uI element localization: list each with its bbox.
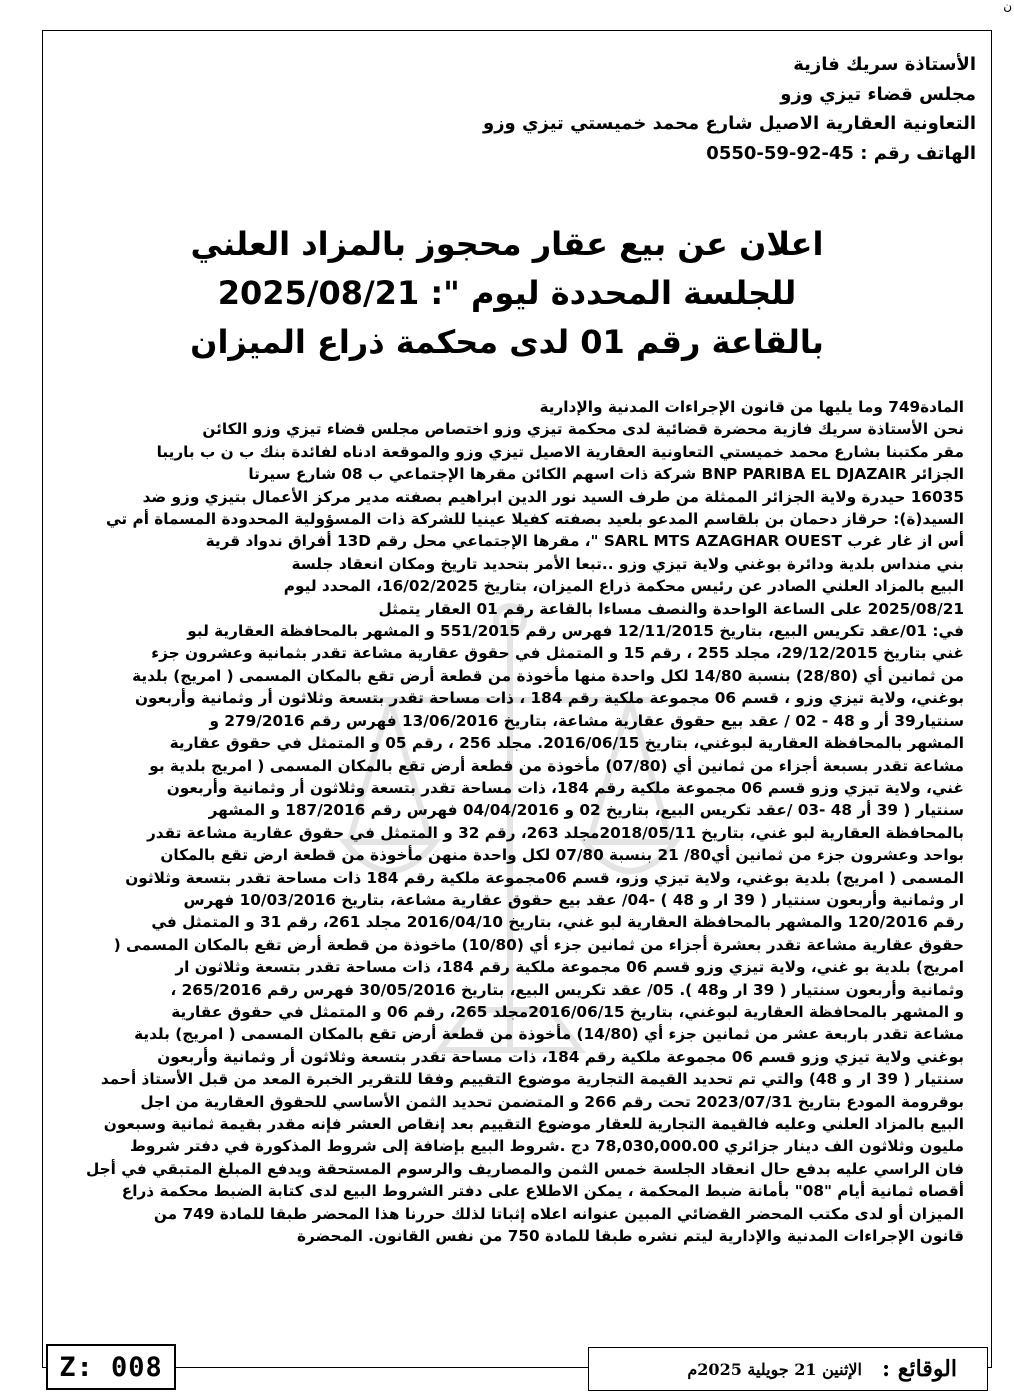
phone-number: 0550-59-92-45 <box>706 142 854 164</box>
body-line: و المشهر بالمحافظة العقارية لبوغني، بتاريخ 2016/06/15مجلد 265، رقم 06 و المتمثل في حقوق عقارية <box>171 1002 964 1021</box>
body-line: بوقرومة المودع بتاريخ 2023/07/31 تحت رقم 266 و المتضمن تحديد الثمن الأساسي للحقوق العقارية من اجل <box>140 1092 964 1111</box>
body-line: 2025/08/21 على الساعة الواحدة والنصف مساءا بالقاعة رقم 01 العقار يتمثل <box>378 599 964 618</box>
body-line: بني منداس بلدية ودائرة بوغني ولاية تيزي وزو ..تبعا الأمر بتحديد تاريخ ومكان انعقاد جلسة <box>291 554 964 573</box>
corner-mark: ن <box>1003 0 1012 13</box>
bailiff-name: الأستاذة سريك فازية <box>793 54 976 75</box>
issue-date: الإثنين 21 جويلية 2025م <box>687 1359 862 1379</box>
body-line: بوغني، ولاية تيزي وزو ، قسم 06 مجموعة ملكية رقم 184 ، ذات مساحة تقدر بتسعة وثلاثون أر وثمانية وأربعون <box>134 689 964 708</box>
journal-footer <box>588 1347 988 1391</box>
title-line-3: بالقاعة رقم 01 لدى محكمة ذراع الميزان <box>190 323 824 361</box>
issue-number-box <box>46 1344 176 1390</box>
body-line: ار وثمانية وأربعون سنتيار ( 39 ار و 48 ) -04/ عقد بيع حقوق عقارية مشاعة، بتاريخ 10/03/2016 فهرس <box>183 890 964 909</box>
notice-title <box>40 220 974 367</box>
body-line: 16035 حيدرة ولاية الجزائر الممثلة من طرف السيد نور الدين ابراهيم بصفته مدير مركز الأعمال بتيزي وزو ضد <box>142 487 964 506</box>
body-line: سنتيار39 أر و 48 - 02 / عقد بيع حقوق عقارية مشاعة، بتاريخ 13/06/2016 فهرس رقم 279/2016 و <box>209 711 964 730</box>
title-line-2: للجلسة المحددة ليوم ": 2025/08/21 <box>217 274 797 312</box>
body-line: المشهر بالمحافظة العقارية لبوغني، بتاريخ 2016/06/15. مجلد 256 ، رقم 05 و المتمثل في حقوق عقارية <box>169 734 964 753</box>
notice-body <box>52 396 964 1247</box>
body-line: مليون وثلاثون الف دينار جزائري 78,030,000.00 دج .شروط البيع بإضافة إلى شروط المذكورة في دفتر شروط <box>129 1137 964 1156</box>
body-line: سنتيار ( 39 أر 48 -03 /عقد تكريس البيع، بتاريخ 02 و 04/04/2016 فهرس رقم 187/2016 و المشهر <box>208 801 964 820</box>
phone-label: الهاتف رقم : <box>860 142 976 164</box>
bailiff-header <box>376 50 976 168</box>
body-line: السيد(ة): حرقاز دحمان بن بلقاسم المدعو بلعيد بصفته كفيلا عينيا للشركة ذات المسؤولية المحدودة المسماة أم تي <box>105 510 964 529</box>
body-line: مقر مكتبنا بشارع محمد خميستي التعاونية العقارية الاصيل تيزي وزو والموقعة ادناه لفائدة بنك ب ن ب باريبا <box>156 442 964 461</box>
body-line: البيع بالمزاد العلني الصادر عن رئيس محكمة ذراع الميزان، بتاريخ 16/02/2025، المحدد ليوم <box>283 577 964 596</box>
body-line: البيع بالمزاد العلني وعليه فالقيمة التجارية للعقار موضوع التقييم بعد إنقاص العشر فإنه مقدر بقيمة ثمانية وسبعون <box>103 1115 964 1133</box>
body-line: الجزائر BNP PARIBA EL DJAZAIR شركة ذات اسهم الكائن مقرها الإجتماعي ب 08 شارع سيرتا <box>248 465 964 484</box>
body-line: غني، ولاية تيزي وزو قسم 06 مجموعة ملكية رقم 184، ذات مساحة تقدر بتسعة وثلاثون أر وثمانية وأربعون <box>166 778 964 797</box>
body-line: نحن الأستاذة سريك فازية محضرة قضائية لدى محكمة تيزي وزو اختصاص مجلس قضاء تيزي وزو الكائن <box>202 420 964 439</box>
body-line: مشاعة تقدر بسبعة أجزاء من ثمانين أي (07/80) مأخوذة من قطعة أرض تقع بالمكان المسمى ( امريج بلدية بو <box>149 756 964 775</box>
court-council: مجلس قضاء تيزي وزو <box>780 83 976 105</box>
body-line: حقوق عقارية مشاعة تقدر بعشرة أجزاء من ثمانين جزء أي (10/80) ماخوذة من قطعة أرض تقع بالمكان المسمى ( <box>113 935 964 954</box>
body-line: فان الراسي عليه بدفع حال انعقاد الجلسة خمس الثمن والمصاريف والرسوم المستحقة ويدفع المبلغ المتبقي في أجل <box>86 1159 964 1178</box>
body-line: مشاعة تقدر باربعة عشر من ثمانين جزء أي (14/80) مأخوذة من قطعة أرض تقع بالمكان المسمى ( امريج) بلدية <box>134 1025 964 1044</box>
body-line: من ثمانين أي (28/80) بنسبة 14/80 لكل واحدة منها مأخوذة من قطعة أرض تقع بالمكان المسمى ( امريج) بلدية <box>132 666 964 685</box>
body-line: بوغني ولاية تيزي وزو قسم 06 مجموعة ملكية رقم 184، ذات مساحة تقدر بتسعة وثلاثون أر وثمانية وأربعون <box>157 1047 964 1066</box>
body-line: بالمحافظة العقارية لبو غني، بتاريخ 2018/05/11مجلد 263، رقم 32 و المتمثل في حقوق عقارية مشاعة تقدر <box>146 823 964 842</box>
issue-number: Z: 008 <box>59 1351 163 1383</box>
body-line: الميزان أو لدى مكتب المحضر القضائي المبين عنوانه اعلاه إثباتا لذلك حررنا هذا المحضر طبقا للمادة 749 من <box>153 1204 964 1223</box>
body-line: امريج) بلدية بو غني، ولاية تيزي وزو قسم 06 مجموعة ملكية رقم 184، ذات مساحة تقدر بتسعة وثلاثون ار <box>175 958 964 977</box>
body-line: أقصاه ثمانية أيام "08" بأمانة ضبط المحكمة ، يمكن الاطلاع على دفتر الشروط البيع لدى كتابة الضبط محكمة ذراع <box>121 1182 964 1201</box>
body-line: سنتيار ( 39 ار و 48) والتي تم تحديد القيمة التجارية موضوع التقييم وفقا للتقرير الخبرة المعد من قبل الأستاذ أحمد <box>100 1070 964 1089</box>
body-line: قانون الإجراءات المدنية والإدارية ليتم نشره طبقا للمادة 750 من نفس القانون. المحضرة <box>296 1227 964 1246</box>
body-line: في: 01/عقد تكريس البيع، بتاريخ 12/11/2015 فهرس رقم 551/2015 و المشهر بالمحافظة العقارية لبو <box>187 622 964 641</box>
body-line: المسمى ( امريج) بلدية بوغني، ولاية تيزي وزو، قسم 06مجموعة ملكية رقم 184 ذات مساحة تقدر بتسعة وثلاثون <box>125 868 964 887</box>
body-line: وثمانية وأربعون سنتيار ( 39 ار و48 ). 05/ عقد تكريس البيع، بتاريخ 30/05/2016 فهرس رقم 265/2016 ، <box>170 980 964 999</box>
body-line: رقم 120/2016 والمشهر بالمحافظة العقارية لبو غني، بتاريخ 2016/04/10 مجلد 261، رقم 31 و المتمثل في <box>151 913 964 932</box>
body-line: بواحد وعشرون جزء من ثمانين أي80/ 21 بنسبة 07/80 لكل واحدة منهن مأخوذة من قطعة ارض تقع بالمكان <box>160 846 964 865</box>
phone-line <box>376 139 976 169</box>
journal-name: الوقائع : <box>881 1356 957 1382</box>
body-line: المادة749 وما يليها من قانون الإجراءات المدنية والإدارية <box>539 398 964 416</box>
body-line: أس از غار غرب SARL MTS AZAGHAR OUEST "، مقرها الإجتماعي محل رقم 13D أفراق ندواد قرية <box>205 532 964 551</box>
title-line-1: اعلان عن بيع عقار محجوز بالمزاد العلني <box>190 225 824 263</box>
office-address: التعاونية العقارية الاصيل شارع محمد خميستي تيزي وزو <box>483 113 976 134</box>
body-line: غني بتاريخ 29/12/2015، مجلد 255 ، رقم 15 و المتمثل في حقوق عقارية مشاعة تقدر بثمانية وعشرون جزء <box>151 644 964 663</box>
